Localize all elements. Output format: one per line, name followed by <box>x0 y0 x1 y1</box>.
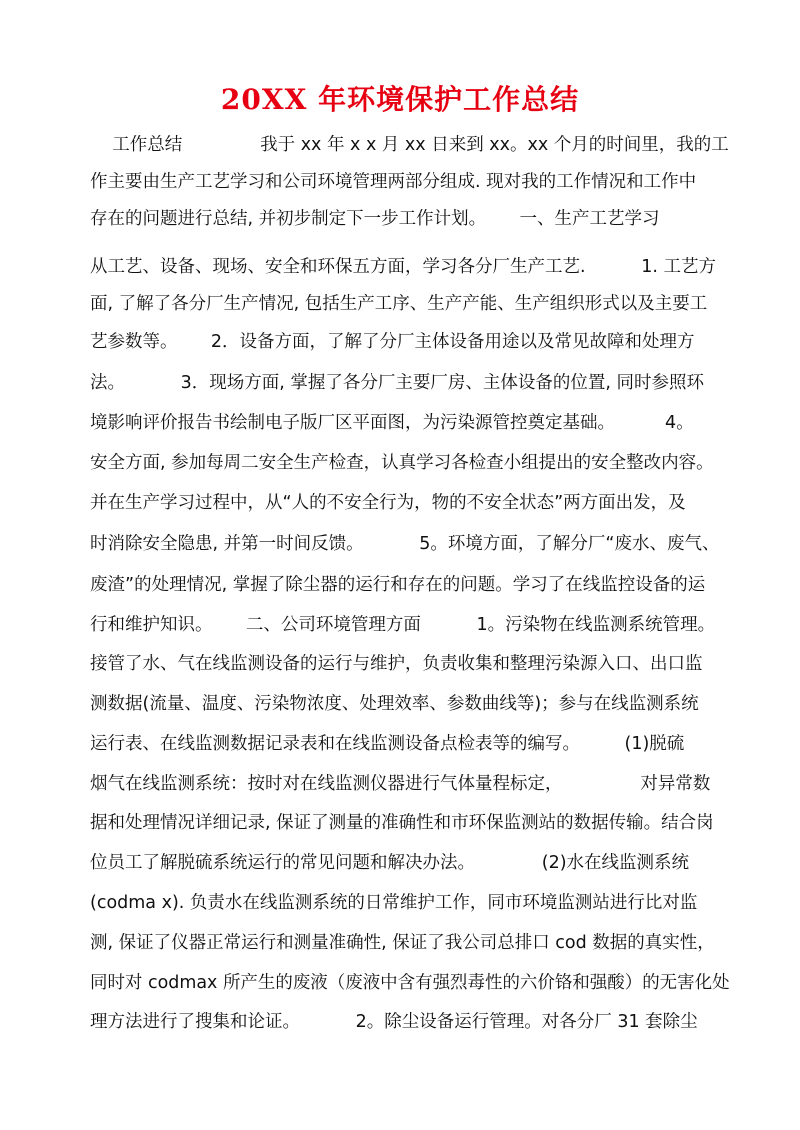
body-line: 存在的问题进行总结, 并初步制定下一步工作计划。 一、生产工艺学习 <box>90 209 660 229</box>
body-line: 境影响评价报告书绘制电子版厂区平面图，为污染源管控奠定基础。 4。 <box>90 413 694 433</box>
body-line: 运行表、在线监测数据记录表和在线监测设备点检表等的编写。 (1)脱硫 <box>90 734 685 754</box>
body-line: 接管了水、气在线监测设备的运行与维护，负责收集和整理污染源入口、出口监 <box>90 654 703 674</box>
body-line: 作主要由生产工艺学习和公司环境管理两部分组成. 现对我的工作情况和工作中 <box>90 172 697 192</box>
body-line: 废渣”的处理情况, 掌握了除尘器的运行和存在的问题。学习了在线监控设备的运 <box>90 575 706 595</box>
body-line: 时消除安全隐患, 并第一时间反馈。 5。环境方面，了解分厂“废水、废气、 <box>90 534 720 554</box>
body-line: 工作总结 我于 xx 年 x x 月 xx 日来到 xx。xx 个月的时间里，我的工 <box>90 135 729 155</box>
document-title: 20XX 年环境保护工作总结 <box>220 83 580 116</box>
body-line: 行和维护知识。 二、公司环境管理方面 1。污染物在线监测系统管理。 <box>90 615 716 635</box>
body-line: 同时对 codmax 所产生的废液（废液中含有强烈毒性的六价铬和强酸）的无害化处 <box>90 973 730 993</box>
body-line: 位员工了解脱硫系统运行的常见问题和解决办法。 (2)水在线监测系统 <box>90 853 690 873</box>
body-line: 并在生产学习过程中，从“人的不安全行为，物的不安全状态”两方面出发，及 <box>90 493 686 513</box>
body-line: 艺参数等。 2．设备方面，了解了分厂主体设备用途以及常见故障和处理方 <box>90 332 695 352</box>
body-line: 测, 保证了仪器正常运行和测量准确性, 保证了我公司总排口 cod 数据的真实性， <box>90 933 715 953</box>
body-line: (codma x). 负责水在线监测系统的日常维护工作，同市环境监测站进行比对监 <box>90 893 698 913</box>
body-line: 安全方面, 参加每周二安全生产检查，认真学习各检查小组提出的安全整改内容。 <box>90 453 714 473</box>
body-line: 法。 3．现场方面, 掌握了各分厂主要厂房、主体设备的位置, 同时参照环 <box>90 373 705 393</box>
body-line: 理方法进行了搜集和论证。 2。除尘设备运行管理。对各分厂 31 套除尘 <box>90 1012 698 1032</box>
body-line: 烟气在线监测系统：按时对在线监测仪器进行气体量程标定， 对异常数 <box>90 774 711 794</box>
body-line: 据和处理情况详细记录, 保证了测量的准确性和市环保监测站的数据传输。结合岗 <box>90 813 714 833</box>
body-line: 面, 了解了各分厂生产情况, 包括生产工序、生产产能、生产组织形式以及主要工 <box>90 294 708 314</box>
body-line: 测数据(流量、温度、污染物浓度、处理效率、参数曲线等)；参与在线监测系统 <box>90 694 699 714</box>
body-line: 从工艺、设备、现场、安全和环保五方面，学习各分厂生产工艺. 1. 工艺方 <box>90 257 716 277</box>
